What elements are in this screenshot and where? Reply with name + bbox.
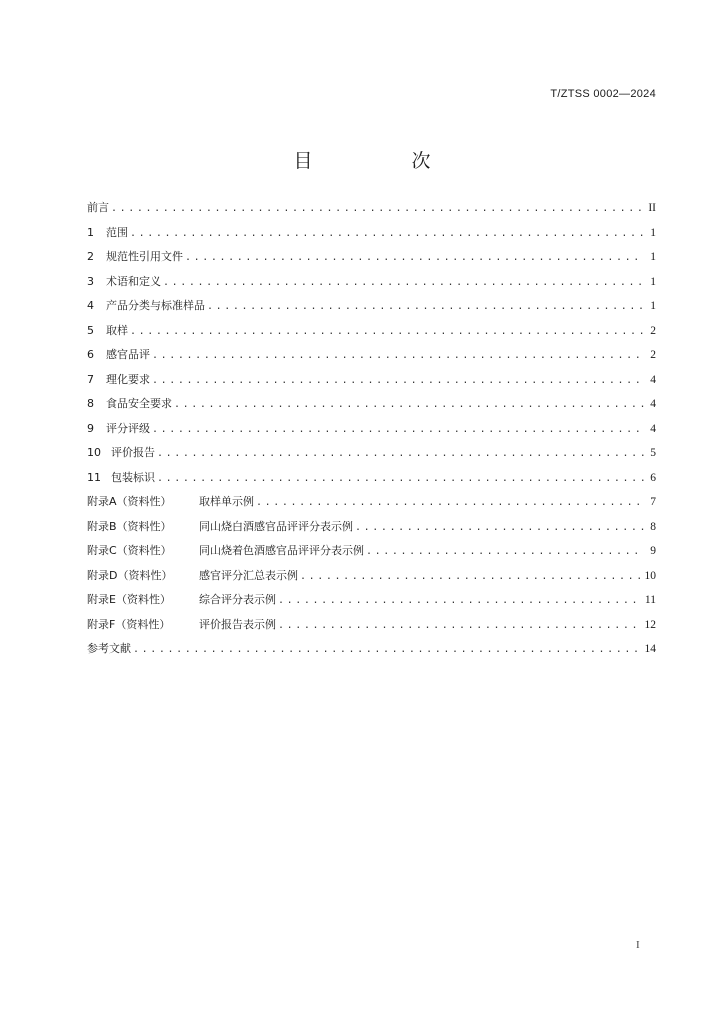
dot-leader (185, 250, 644, 266)
toc-entry-appendix-e[interactable] (87, 592, 656, 617)
toc-entry-label: 评价报告表示例 (199, 617, 276, 631)
toc-entry-page: 4 (650, 422, 656, 435)
page-title: 目 次 (293, 150, 471, 172)
dot-leader (152, 373, 644, 389)
toc-entry-3[interactable] (87, 274, 656, 299)
dot-leader (152, 348, 644, 364)
toc-entry-8[interactable] (87, 396, 656, 421)
toc-entry-label: 包装标识 (111, 470, 155, 484)
toc-appendix-tag: 附录C（资料性） (87, 544, 172, 557)
toc-entry-references[interactable] (87, 641, 656, 666)
dot-leader (152, 422, 644, 438)
toc-entry-number: 7 (87, 372, 94, 386)
toc-entry-number: 4 (87, 299, 94, 312)
toc-entry-7[interactable] (87, 372, 656, 397)
toc-entry-label: 食品安全要求 (106, 397, 172, 410)
toc-entry-number: 6 (87, 348, 94, 361)
toc-entry-number: 11 (87, 470, 101, 484)
dot-leader (256, 495, 644, 511)
dot-leader (133, 642, 641, 658)
toc-entry-page: 5 (650, 447, 656, 459)
toc-entry-appendix-d[interactable] (87, 568, 656, 593)
toc-entry-label: 参考文献 (87, 642, 131, 655)
toc-entry-page: 1 (650, 251, 656, 263)
dot-leader (163, 275, 644, 291)
toc-entry-appendix-c[interactable] (87, 543, 656, 568)
toc-entry-label: 取样 (106, 323, 128, 337)
toc-entry-5[interactable] (87, 323, 656, 348)
toc-entry-page: 1 (650, 300, 656, 312)
toc-entry-page: 2 (650, 349, 656, 361)
toc-entry-label: 综合评分表示例 (199, 593, 276, 606)
toc-entry-label: 同山烧着色酒感官品评评分表示例 (199, 544, 364, 557)
toc-entry-page: 6 (650, 471, 656, 484)
dot-leader (366, 544, 644, 560)
page-number: I (636, 939, 640, 951)
toc-entry-number: 8 (87, 397, 94, 410)
toc-entry-label: 取样单示例 (199, 495, 254, 508)
toc-entry-page: 7 (650, 496, 656, 508)
dot-leader (174, 397, 644, 413)
toc-entry-page: 4 (650, 398, 656, 410)
dot-leader (157, 446, 644, 462)
toc-entry-label: 感官品评 (106, 348, 150, 361)
toc-entry-page: 4 (650, 373, 656, 386)
toc-entry-label: 产品分类与标准样品 (106, 299, 205, 312)
toc-entry-page: 2 (650, 324, 656, 337)
dot-leader (111, 201, 644, 217)
toc-entry-page: 12 (644, 618, 656, 631)
toc-appendix-tag: 附录F（资料性） (87, 617, 171, 631)
document-code: T/ZTSS 0002—2024 (550, 88, 656, 100)
toc-entry-1[interactable] (87, 225, 656, 250)
toc-entry-number: 3 (87, 274, 94, 288)
toc-entry-label: 评分评级 (106, 421, 150, 435)
toc-entry-number: 1 (87, 225, 94, 239)
toc-entry-label: 前言 (87, 201, 109, 214)
toc-entry-page: 10 (644, 569, 656, 582)
toc-entry-preface[interactable] (87, 200, 656, 225)
toc-entry-10[interactable] (87, 445, 656, 470)
table-of-contents (87, 200, 656, 666)
toc-entry-page: 1 (650, 226, 656, 239)
toc-entry-11[interactable] (87, 470, 656, 495)
dot-leader (278, 593, 641, 609)
dot-leader (355, 520, 644, 536)
toc-entry-page: 9 (650, 545, 656, 557)
dot-leader (130, 226, 644, 242)
dot-leader (130, 324, 644, 340)
toc-entry-label: 感官评分汇总表示例 (199, 568, 298, 582)
toc-entry-number: 5 (87, 323, 94, 337)
toc-entry-number: 2 (87, 250, 94, 263)
toc-entry-number: 9 (87, 421, 94, 435)
toc-entry-page: 1 (650, 275, 656, 288)
toc-appendix-tag: 附录B（资料性） (87, 519, 172, 533)
toc-entry-appendix-b[interactable] (87, 519, 656, 544)
toc-entry-page: II (648, 202, 656, 214)
toc-entry-label: 术语和定义 (106, 274, 161, 288)
dot-leader (157, 471, 644, 487)
toc-entry-page: 14 (644, 643, 656, 655)
toc-appendix-tag: 附录D（资料性） (87, 568, 173, 582)
toc-appendix-tag: 附录A（资料性） (87, 495, 172, 508)
toc-entry-page: 11 (644, 594, 656, 606)
toc-appendix-tag: 附录E（资料性） (87, 593, 171, 606)
dot-leader (300, 569, 641, 585)
toc-entry-2[interactable] (87, 249, 656, 274)
toc-entry-label: 理化要求 (106, 372, 150, 386)
toc-entry-label: 规范性引用文件 (106, 250, 183, 263)
toc-entry-4[interactable] (87, 298, 656, 323)
toc-entry-appendix-f[interactable] (87, 617, 656, 642)
toc-entry-6[interactable] (87, 347, 656, 372)
toc-entry-page: 8 (650, 520, 656, 533)
dot-leader (278, 618, 641, 634)
dot-leader (207, 299, 644, 315)
toc-entry-number: 10 (87, 446, 101, 459)
toc-entry-appendix-a[interactable] (87, 494, 656, 519)
toc-entry-label: 同山烧白酒感官品评评分表示例 (199, 519, 353, 533)
toc-entry-label: 范围 (106, 225, 128, 239)
toc-entry-9[interactable] (87, 421, 656, 446)
toc-entry-label: 评价报告 (111, 446, 155, 459)
